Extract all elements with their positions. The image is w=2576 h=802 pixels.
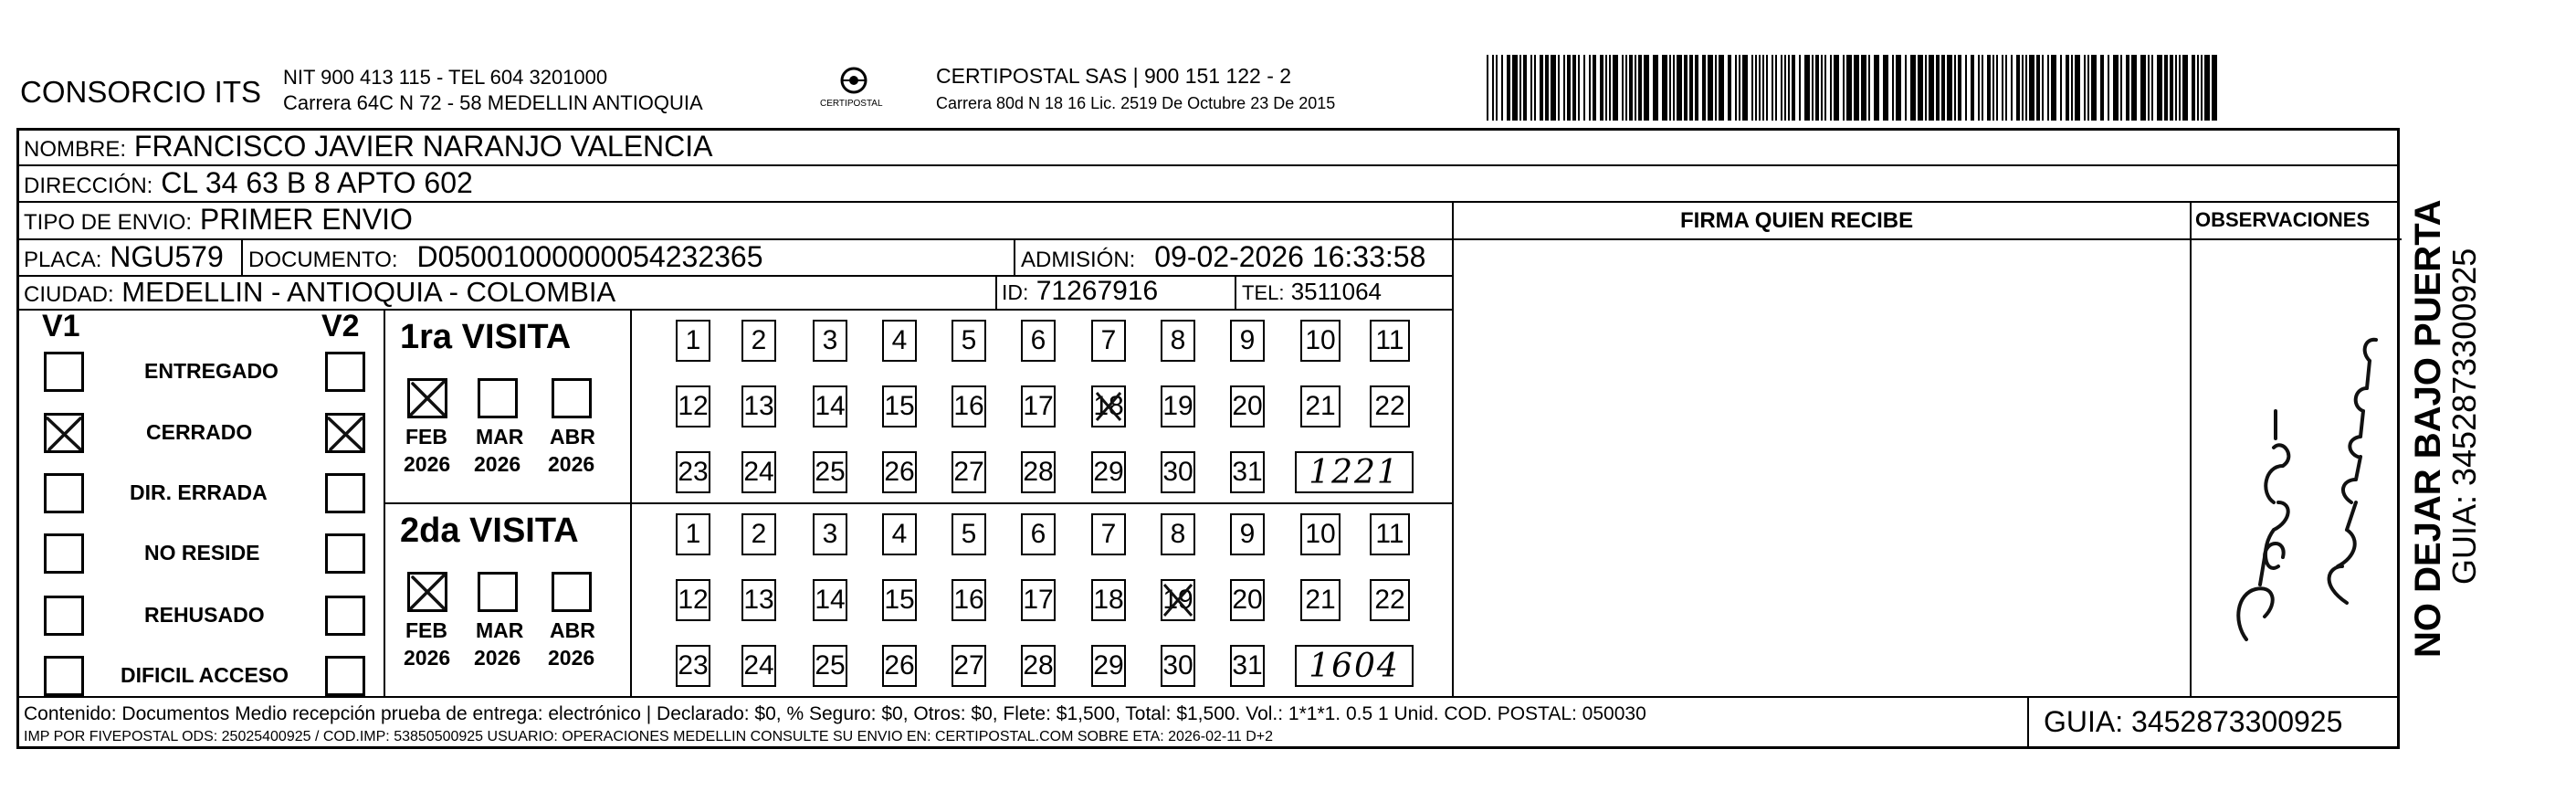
visit1-title: 1ra VISITA — [400, 318, 572, 356]
barcode-bar — [1593, 55, 1596, 121]
visit2-month-checkbox[interactable] — [407, 572, 447, 612]
direccion-value: CL 34 63 B 8 APTO 602 — [161, 166, 473, 199]
visit2-day-cell[interactable]: 23 — [676, 645, 710, 687]
barcode-bar — [1954, 55, 1956, 121]
barcode-bar — [1545, 55, 1549, 121]
barcode-bar — [1662, 55, 1667, 121]
tipo-value: PRIMER ENVIO — [199, 203, 413, 236]
v2-label: V2 — [321, 309, 360, 343]
visit2-day-cell[interactable]: 27 — [952, 645, 986, 687]
visit1-day-cell[interactable]: 14 — [813, 385, 847, 427]
visit2-day-cell[interactable]: 14 — [813, 579, 847, 621]
visit2-month-label: ABR — [550, 618, 595, 642]
direccion-label: DIRECCIÓN: — [24, 174, 153, 198]
tel-row — [1242, 278, 1382, 306]
barcode-bar — [2179, 55, 2181, 121]
admision-label: ADMISIÓN: — [1021, 248, 1136, 272]
barcode-bar — [2029, 55, 2035, 121]
barcode-bar — [1644, 55, 1649, 121]
barcode-bar — [2051, 55, 2056, 121]
barcode-bar — [1759, 55, 1761, 121]
observaciones-handwriting — [2210, 274, 2392, 658]
barcode-bar — [1775, 55, 1777, 121]
visit1-year-label: 2026 — [474, 452, 521, 476]
visit1-day-cell[interactable]: 20 — [1230, 385, 1265, 427]
visit2-month-label: MAR — [476, 618, 524, 642]
admision-row — [1021, 240, 1425, 274]
visit1-day-cell[interactable]: 6 — [1021, 320, 1056, 362]
visit2-day-cell[interactable]: 20 — [1230, 579, 1265, 621]
visit2-day-cell[interactable]: 22 — [1370, 579, 1410, 621]
visit2-day-cell[interactable]: 12 — [676, 579, 710, 621]
barcode-bar — [1673, 55, 1675, 121]
barcode-bar — [2175, 55, 2177, 121]
visit1-day-cell[interactable]: 5 — [952, 320, 986, 362]
barcode-bar — [1638, 55, 1642, 121]
barcode-bar — [1487, 55, 1488, 121]
barcode-bar — [1910, 55, 1916, 121]
barcode-bar — [2091, 55, 2097, 121]
visit1-day-cell[interactable]: 25 — [813, 451, 847, 493]
guia-vertical: GUIA: 3452873300925 — [2445, 248, 2483, 585]
certipostal-logo-icon — [813, 62, 895, 117]
barcode-bar — [1589, 55, 1591, 121]
visit2-day-cell[interactable]: 16 — [952, 579, 986, 621]
barcode-bar — [1905, 55, 1907, 121]
barcode-bar — [1708, 55, 1713, 121]
barcode-bar — [1512, 55, 1518, 121]
v2-checkbox[interactable] — [325, 473, 365, 513]
visit2-month-checkbox[interactable] — [552, 572, 592, 612]
visit2-day-cell[interactable]: 29 — [1091, 645, 1126, 687]
visit1-day-cell[interactable]: 3 — [813, 320, 847, 362]
barcode-bar — [2087, 55, 2089, 121]
cross-mark-icon — [1161, 579, 1195, 621]
direccion-row — [24, 166, 473, 200]
visit1-day-cell[interactable]: 18 — [1091, 385, 1126, 427]
visit1-day-cell[interactable]: 7 — [1091, 320, 1126, 362]
status-label: ENTREGADO — [144, 359, 279, 383]
visit1-day-cell[interactable]: 19 — [1161, 385, 1195, 427]
barcode-bar — [1846, 55, 1852, 121]
v1-checkbox[interactable] — [44, 413, 84, 453]
barcode-bar — [1695, 55, 1698, 121]
nombre-label: NOMBRE: — [24, 137, 127, 162]
barcode-bar — [1762, 55, 1764, 121]
barcode-bar — [2170, 55, 2173, 121]
visit1-day-cell[interactable]: 1 — [676, 320, 710, 362]
visit1-day-cell[interactable]: 30 — [1161, 451, 1195, 493]
carrier-line: CERTIPOSTAL SAS | 900 151 122 - 2 — [936, 64, 1292, 88]
company-name: CONSORCIO ITS — [20, 75, 262, 109]
visit2-day-cell[interactable]: 9 — [1230, 513, 1265, 555]
tipo-row — [24, 203, 413, 237]
visit1-day-cell[interactable]: 29 — [1091, 451, 1126, 493]
barcode-bar — [1496, 55, 1498, 121]
barcode-bar — [1735, 55, 1737, 121]
visit2-day-cell[interactable]: 7 — [1091, 513, 1126, 555]
v2-checkbox[interactable] — [325, 413, 365, 453]
barcode-bar — [1501, 55, 1503, 121]
barcode-bar — [1965, 55, 1967, 121]
footer-contenido: Contenido: Documentos Medio recepción prueba de entrega: electrónico | Declarado: $0, % Seguro: $0, Otros: $0, Flete: $1,500, Total: $1,500. Vol.: 1*1*1. 0.5 1 Unid. COD. POSTAL: 050030 — [24, 703, 1646, 724]
visit1-day-cell[interactable]: 2 — [741, 320, 776, 362]
barcode-bar — [1824, 55, 1826, 121]
visit2-day-cell[interactable]: 11 — [1370, 513, 1410, 555]
barcode-bar — [2071, 55, 2073, 121]
barcode-bar — [1821, 55, 1823, 121]
barcode-bar — [1572, 55, 1576, 121]
v2-checkbox[interactable] — [325, 352, 365, 392]
barcode-bar — [1719, 55, 1724, 121]
barcode-bar — [1751, 55, 1753, 121]
visit2-title: 2da VISITA — [400, 512, 579, 550]
visit1-day-cell[interactable]: 28 — [1021, 451, 1056, 493]
barcode-bar — [1739, 55, 1740, 121]
barcode-bar — [1784, 55, 1786, 121]
visit2-year-label: 2026 — [548, 646, 595, 670]
barcode-bar — [2016, 55, 2020, 121]
visit1-day-cell[interactable]: 26 — [882, 451, 917, 493]
barcode-bar — [1563, 55, 1565, 121]
visit1-day-cell[interactable]: 13 — [741, 385, 776, 427]
visit1-month-label: MAR — [476, 425, 524, 448]
tel-value: 3511064 — [1290, 278, 1382, 305]
barcode-bar — [2164, 55, 2168, 121]
barcode-bar — [2066, 55, 2069, 121]
barcode-bar — [2197, 55, 2199, 121]
id-value: 71267916 — [1036, 276, 1159, 306]
visit1-day-cell[interactable]: 12 — [676, 385, 710, 427]
barcode-bar — [1792, 55, 1795, 121]
ciudad-value: MEDELLIN - ANTIOQUIA - COLOMBIA — [121, 276, 616, 308]
visit2-month-label: FEB — [405, 618, 447, 642]
barcode-bar — [1958, 55, 1961, 121]
barcode-bar — [1715, 55, 1717, 121]
barcode-bar — [2157, 55, 2162, 121]
visit1-day-cell[interactable]: 27 — [952, 451, 986, 493]
barcode-bar — [1530, 55, 1532, 121]
barcode-bar — [1854, 55, 1859, 121]
barcode-bar — [2036, 55, 2040, 121]
barcode-bar — [1540, 55, 1543, 121]
barcode-bar — [1492, 55, 1494, 121]
ciudad-row — [24, 276, 615, 309]
visit2-day-cell[interactable]: 21 — [1300, 579, 1341, 621]
barcode-icon — [1487, 55, 2217, 121]
barcode-bar — [2084, 55, 2086, 121]
certipostal-logo — [813, 62, 895, 117]
tipo-label: TIPO DE ENVIO: — [24, 210, 193, 235]
barcode-bar — [1669, 55, 1671, 121]
placa-label: PLACA: — [24, 248, 102, 272]
visit1-day-cell[interactable]: 8 — [1161, 320, 1195, 362]
barcode-bar — [1702, 55, 1706, 121]
visit2-day-cell[interactable]: 24 — [741, 645, 776, 687]
barcode-bar — [2100, 55, 2104, 121]
id-label: ID: — [1002, 280, 1029, 304]
barcode-bar — [1613, 55, 1618, 121]
visit2-day-cell[interactable]: 30 — [1161, 645, 1195, 687]
visit1-day-cell[interactable]: 17 — [1021, 385, 1056, 427]
barcode-bar — [1689, 55, 1693, 121]
barcode-bar — [2140, 55, 2146, 121]
visit2-year-label: 2026 — [404, 646, 451, 670]
visit2-month-checkbox[interactable] — [478, 572, 518, 612]
barcode-bar — [2212, 55, 2217, 121]
v1-label: V1 — [42, 309, 80, 343]
barcode-bar — [1653, 55, 1658, 121]
visit1-day-cell[interactable]: 31 — [1230, 451, 1265, 493]
visit2-year-label: 2026 — [474, 646, 521, 670]
visit2-day-cell[interactable]: 1 — [676, 513, 710, 555]
nombre-row — [24, 130, 713, 164]
visit2-day-cell[interactable]: 18 — [1091, 579, 1126, 621]
barcode-bar — [1834, 55, 1839, 121]
barcode-bar — [1982, 55, 1983, 121]
cross-mark-icon — [1091, 385, 1126, 427]
visit2-day-cell[interactable]: 17 — [1021, 579, 1056, 621]
visit2-day-cell[interactable]: 3 — [813, 513, 847, 555]
barcode-bar — [1996, 55, 1998, 121]
visit2-day-cell[interactable]: 5 — [952, 513, 986, 555]
visit1-day-cell[interactable]: 23 — [676, 451, 710, 493]
barcode-bar — [2182, 55, 2188, 121]
visit1-time-box[interactable]: 1221 — [1295, 451, 1414, 493]
footer-imp: IMP POR FIVEPOSTAL ODS: 25025400925 / COD.IMP: 53850500925 USUARIO: OPERACIONES MEDELLIN CONSULTE SU ENVIO EN: CERTIPOSTAL.COM SOBRE ETA: 2026-02-11 D+2 — [24, 729, 1274, 744]
barcode-bar — [1892, 55, 1894, 121]
barcode-bar — [1684, 55, 1688, 121]
visit1-day-cell[interactable]: 9 — [1230, 320, 1265, 362]
visit2-time-box[interactable]: 1604 — [1295, 645, 1414, 687]
tel-label: TEL: — [1242, 281, 1285, 304]
check-mark-icon — [407, 572, 447, 612]
admision-value: 09-02-2026 16:33:58 — [1154, 240, 1426, 273]
v1-checkbox[interactable] — [44, 352, 84, 392]
v2-checkbox[interactable] — [325, 656, 365, 696]
visit1-month-label: FEB — [405, 425, 447, 448]
barcode-bar — [1625, 55, 1627, 121]
visit2-day-cell[interactable]: 8 — [1161, 513, 1195, 555]
barcode-bar — [2005, 55, 2007, 121]
barcode-bar — [1992, 55, 1994, 121]
placa-value: NGU579 — [110, 240, 224, 273]
visit1-day-cell[interactable]: 10 — [1300, 320, 1341, 362]
barcode-bar — [1583, 55, 1585, 121]
barcode-bar — [1772, 55, 1773, 121]
visit2-day-cell[interactable]: 15 — [882, 579, 917, 621]
barcode-bar — [1925, 55, 1927, 121]
ciudad-label: CIUDAD: — [24, 282, 114, 307]
barcode-bar — [1804, 55, 1810, 121]
visit1-day-cell[interactable]: 4 — [882, 320, 917, 362]
visit2-day-cell[interactable]: 2 — [741, 513, 776, 555]
barcode-bar — [2192, 55, 2195, 121]
visit1-year-label: 2026 — [404, 452, 451, 476]
status-label: CERRADO — [146, 420, 253, 444]
footer-guia: GUIA: 3452873300925 — [2044, 705, 2343, 738]
status-label: DIFICIL ACCESO — [121, 663, 289, 687]
barcode-bar — [1815, 55, 1819, 121]
barcode-bar — [1868, 55, 1870, 121]
visit2-day-cell[interactable]: 6 — [1021, 513, 1056, 555]
visit1-day-cell[interactable]: 15 — [882, 385, 917, 427]
visit1-day-cell[interactable]: 16 — [952, 385, 986, 427]
check-mark-icon — [44, 413, 84, 453]
barcode-bar — [2126, 55, 2129, 121]
firma-label: FIRMA QUIEN RECIBE — [1680, 208, 1914, 233]
visit2-day-cell[interactable]: 13 — [741, 579, 776, 621]
barcode-bar — [2025, 55, 2027, 121]
visit1-month-checkbox[interactable] — [407, 378, 447, 418]
barcode-bar — [2011, 55, 2013, 121]
v1-checkbox[interactable] — [44, 656, 84, 696]
barcode-bar — [1874, 55, 1879, 121]
no-dejar-bajo-puerta: NO DEJAR BAJO PUERTA — [2408, 199, 2448, 658]
visit1-month-label: ABR — [550, 425, 595, 448]
barcode-bar — [1742, 55, 1748, 121]
barcode-bar — [1635, 55, 1636, 121]
barcode-bar — [1788, 55, 1790, 121]
visit1-day-cell[interactable]: 22 — [1370, 385, 1410, 427]
barcode-bar — [1971, 55, 1974, 121]
visit2-day-cell[interactable]: 19 — [1161, 579, 1195, 621]
barcode-bar — [1936, 55, 1940, 121]
carrier-address: Carrera 80d N 18 16 Lic. 2519 De Octubre 23 De 2015 — [936, 94, 1336, 112]
nit-line: NIT 900 413 115 - TEL 604 3201000 — [283, 66, 608, 89]
visit2-day-cell[interactable]: 10 — [1300, 513, 1341, 555]
status-label: REHUSADO — [144, 603, 265, 627]
barcode-bar — [2047, 55, 2049, 121]
visit1-day-cell[interactable]: 21 — [1300, 385, 1341, 427]
barcode-bar — [1896, 55, 1901, 121]
visit1-month-checkbox[interactable] — [478, 378, 518, 418]
barcode-bar — [1519, 55, 1521, 121]
barcode-bar — [1987, 55, 1991, 121]
v1-checkbox[interactable] — [44, 533, 84, 574]
barcode-bar — [1523, 55, 1527, 121]
nombre-value: FRANCISCO JAVIER NARANJO VALENCIA — [133, 130, 713, 163]
barcode-bar — [1755, 55, 1757, 121]
visit2-day-cell[interactable]: 31 — [1230, 645, 1265, 687]
barcode-bar — [1609, 55, 1611, 121]
barcode-bar — [1766, 55, 1768, 121]
barcode-bar — [2060, 55, 2062, 121]
check-mark-icon — [325, 413, 365, 453]
barcode-bar — [1861, 55, 1866, 121]
barcode-bar — [1677, 55, 1682, 121]
visit2-day-cell[interactable]: 26 — [882, 645, 917, 687]
barcode-bar — [1978, 55, 1980, 121]
barcode-bar — [1605, 55, 1607, 121]
barcode-bar — [1947, 55, 1952, 121]
barcode-bar — [1578, 55, 1580, 121]
documento-label: DOCUMENTO: — [248, 248, 398, 272]
barcode-bar — [2131, 55, 2137, 121]
barcode-bar — [1781, 55, 1782, 121]
barcode-bar — [1812, 55, 1814, 121]
status-label: DIR. ERRADA — [130, 480, 268, 504]
visit2-day-cell[interactable]: 28 — [1021, 645, 1056, 687]
barcode-bar — [1918, 55, 1923, 121]
barcode-bar — [1558, 55, 1560, 121]
barcode-bar — [1728, 55, 1731, 121]
visit1-year-label: 2026 — [548, 452, 595, 476]
barcode-bar — [2113, 55, 2119, 121]
id-row — [1002, 276, 1158, 307]
barcode-bar — [1799, 55, 1801, 121]
barcode-bar — [1567, 55, 1571, 121]
barcode-bar — [1622, 55, 1624, 121]
barcode-bar — [1507, 55, 1510, 121]
barcode — [1487, 55, 2217, 121]
barcode-bar — [2108, 55, 2109, 121]
v2-checkbox[interactable] — [325, 596, 365, 636]
v1-checkbox[interactable] — [44, 596, 84, 636]
barcode-bar — [1843, 55, 1845, 121]
barcode-bar — [2075, 55, 2080, 121]
barcode-bar — [2042, 55, 2044, 121]
barcode-bar — [2151, 55, 2153, 121]
status-label: NO RESIDE — [144, 541, 260, 565]
barcode-bar — [1929, 55, 1934, 121]
barcode-bar — [1830, 55, 1832, 121]
barcode-bar — [2204, 55, 2210, 121]
barcode-bar — [1600, 55, 1603, 121]
visit2-day-cell[interactable]: 25 — [813, 645, 847, 687]
documento-value: D05001000000054232365 — [416, 240, 763, 273]
placa-row — [24, 240, 224, 274]
visit1-month-checkbox[interactable] — [552, 378, 592, 418]
address-line: Carrera 64C N 72 - 58 MEDELLIN ANTIOQUIA — [283, 91, 703, 114]
observaciones-label: OBSERVACIONES — [2195, 208, 2371, 231]
documento-row — [248, 240, 763, 274]
barcode-bar — [2120, 55, 2122, 121]
certipostal-logo-text: CERTIPOSTAL — [820, 99, 883, 109]
v1-checkbox[interactable] — [44, 473, 84, 513]
v2-checkbox[interactable] — [325, 533, 365, 574]
barcode-bar — [2148, 55, 2150, 121]
barcode-bar — [1534, 55, 1536, 121]
barcode-bar — [1629, 55, 1633, 121]
check-mark-icon — [407, 378, 447, 418]
visit1-day-cell[interactable]: 11 — [1370, 320, 1410, 362]
barcode-bar — [1883, 55, 1888, 121]
barcode-bar — [2201, 55, 2203, 121]
visit1-day-cell[interactable]: 24 — [741, 451, 776, 493]
barcode-bar — [2002, 55, 2003, 121]
barcode-bar — [2022, 55, 2024, 121]
visit2-day-cell[interactable]: 4 — [882, 513, 917, 555]
barcode-bar — [1941, 55, 1945, 121]
barcode-bar — [1551, 55, 1556, 121]
